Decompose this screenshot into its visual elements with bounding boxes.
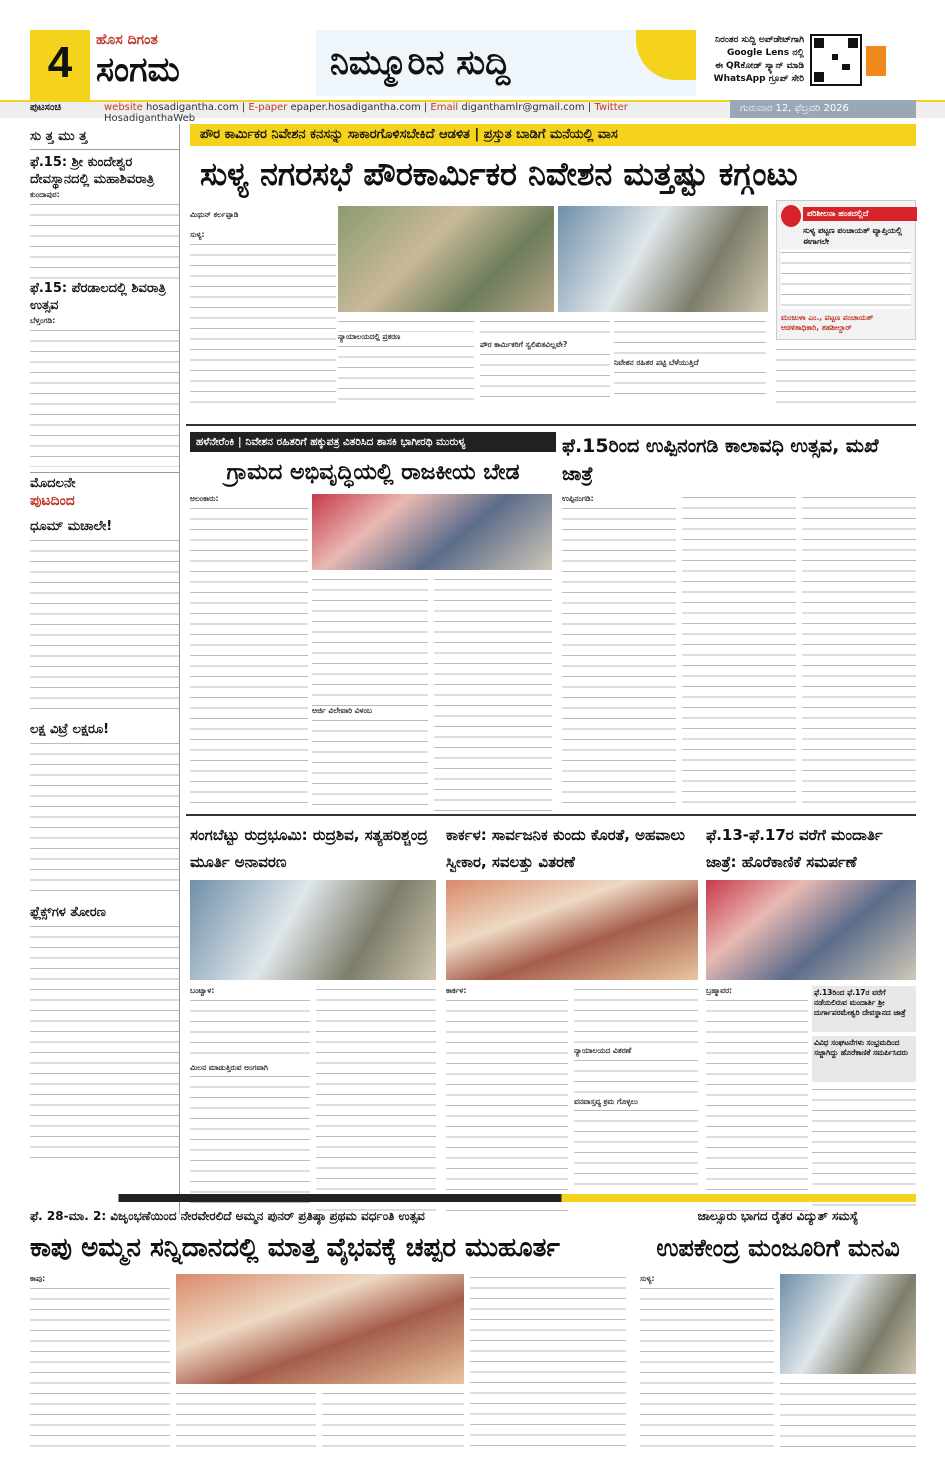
article-text	[190, 241, 336, 409]
email-label: Email	[430, 102, 459, 113]
article-text	[30, 537, 179, 717]
qr-instructions	[700, 34, 804, 92]
article-text	[30, 923, 179, 1163]
article-text	[640, 1285, 774, 1449]
photo-petition	[780, 1274, 916, 1374]
article-text	[176, 1390, 316, 1450]
series-label-bottom: ಪುಟದಿಂದ	[30, 493, 75, 509]
twitter-link[interactable]: HosadiganthaWeb	[104, 113, 196, 124]
dateline-kundapura: ಕುಂದಾಪುರ:	[30, 190, 60, 199]
byline: ಮಿಥುನ್ ಕರ್ಲಪ್ಪಾಡಿ	[190, 210, 239, 219]
info-box-festival: ಫೆ.13ರಿಂದ ಫೆ.17ರ ವರೆಗೆ ನಡೆಯಲಿರುವ ಮಂದಾರ್ತಿ ಶ್ರೀ ದುರ್ಗಾಪರಮೇಶ್ವರಿ ದೇವಸ್ಥಾನದ ಜಾತ್ರೆ	[812, 986, 916, 1032]
photo-pandal-ceremony	[176, 1274, 464, 1384]
article-text	[614, 318, 766, 358]
qr-line-4: WhatsApp ಗ್ರೂಪ್ ಸೇರಿ	[713, 74, 804, 84]
headline-dhoom: ಧೂಮ್ ಮಚಾಲೇ!	[30, 519, 113, 534]
story8-kicker: ಜಾಲ್ಸೂರು ಭಾಗದ ರೈತರ ವಿದ್ಯುತ್ ಸಮಸ್ಯೆ	[697, 1209, 859, 1223]
email-link[interactable]: diganthamlr@gmail.com	[461, 102, 585, 113]
qr-line-2: Google Lens ನಲ್ಲಿ	[726, 48, 804, 58]
article-text	[614, 369, 766, 401]
epaper-label: E-paper	[248, 102, 288, 113]
quote-text	[781, 249, 911, 309]
qr-code[interactable]	[810, 34, 862, 86]
subhead-workers: ಪೌರ ಕಾರ್ಮಿಕರಿಗೆ ಸ್ವಲಿಖಿತವಿಲ್ಲವೇ?	[480, 340, 568, 349]
website-label: website	[104, 102, 143, 113]
headline-flex: ಫ್ಲೆಕ್ಸ್‌ಗಳ ತೋರಣ	[30, 905, 106, 920]
story6-headline: ಫೆ.13-ಫೆ.17ರ ವರೆಗೆ ಮಂದಾರ್ತಿ ಜಾತ್ರೆ: ಹೊರೆಕಾಣಿಕೆ ಸಮರ್ಪಣೆ	[706, 826, 883, 871]
story2-kicker: ಹಳೆನೇರೆಂಕಿ | ನಿವೇಶನ ರಹಿತರಿಗೆ ಹಕ್ಕುಪತ್ರ ವಿತರಿಸಿದ ಶಾಸಕಿ ಭಾಗೀರಥಿ ಮುರುಳ್ಯ	[190, 432, 556, 452]
publication-name: ಹೊಸ ದಿಗಂತ	[96, 32, 158, 48]
supplement-brand: ಸಂಗಮ	[96, 50, 180, 90]
article-text	[446, 997, 568, 1211]
story7-headline: ಕಾಪು ಅಮ್ಮನ ಸನ್ನಿದಾನದಲ್ಲಿ ಮಾತ್ತ ವೈಭವಕ್ಕೆ ಚಪ್ಪರ ಮುಹೂರ್ತ	[30, 1233, 560, 1263]
column-header: ಸು ತ್ತ ಮು ತ್ತ	[30, 124, 179, 150]
epaper-link[interactable]: epaper.hosadigantha.com	[290, 102, 421, 113]
quote-signature: ಮಂಜುಳಾ ಎಂ., ಪಟ್ಟಣ ಪಂಚಾಯತ್ ಆಡಳಿತಾಧಿಕಾರಿ, ತಹಶೀಲ್ದಾರ್	[781, 313, 874, 332]
page-number: 4	[30, 30, 90, 100]
website-link[interactable]: hosadiganthа.com	[145, 102, 239, 113]
article-text	[562, 505, 676, 811]
top-story-headline: ಸುಳ್ಯ ನಗರಸಭೆ ಪೌರಕಾರ್ಮಿಕರ ನಿವೇಶನ ಮತ್ತಷ್ಟು ಕಗ್ಗಂಟು	[200, 155, 798, 193]
article-text	[30, 1285, 170, 1449]
article-text	[802, 494, 916, 812]
article-text	[574, 986, 698, 1046]
photo-housing-site	[338, 206, 554, 312]
article-text	[480, 351, 610, 397]
section-title: ನಿಮ್ಮೂರಿನ ಸುದ್ದಿ	[330, 43, 511, 83]
subhead-court-case: ನ್ಯಾಯಾಲಯದಲ್ಲಿ ಪ್ರಕರಣ	[338, 332, 401, 341]
story3-headline: ಫೆ.15ರಿಂದ ಉಪ್ಪಿನಂಗಡಿ ಕಾಲಾವಧಿ ಉತ್ಸವ, ಮಖೆ ಜಾತ್ರೆ	[562, 435, 879, 485]
article-text	[30, 740, 179, 900]
story2-headline: ಗ್ರಾಮದ ಅಭಿವೃದ್ಧಿಯಲ್ಲಿ ರಾಜಕೀಯ ಬೇಡ	[226, 460, 520, 485]
article-text	[776, 346, 916, 408]
article-text	[470, 1274, 626, 1450]
story8-headline: ಉಪಕೇಂದ್ರ ಮಂಜೂರಿಗೆ ಮನವಿ	[656, 1234, 900, 1262]
photo-statue-unveiling	[190, 880, 436, 980]
section-divider	[30, 1194, 916, 1202]
accent-block	[866, 46, 886, 76]
article-text	[190, 505, 308, 811]
dateline-sullia: ಸುಳ್ಯ:	[190, 230, 205, 239]
quote-box-title: ಪರಿಶೀಲನಾ ಹಂತದಲ್ಲಿದೆ	[803, 207, 917, 221]
article-text	[574, 1107, 698, 1203]
story7-kicker: ಫೆ. 28-ಮಾ. 2: ವಿಜೃಂಭಣೆಯಿಂದ ನೇರವೇರಲಿದೆ ಅಮ್ಮನ ಪುನರ್ ಪ್ರತಿಷ್ಠಾ ಪ್ರಥಮ ವರ್ಧಂತಿ ಉತ್ಸವ	[30, 1209, 425, 1223]
publication-date: ಗುರುವಾರ 12, ಫೆಬ್ರವರಿ 2026	[730, 100, 916, 118]
story5-headline: ಕಾರ್ಕಳ: ಸಾರ್ವಜನಿಕ ಕುಂದು ಕೊರತೆ, ಅಹವಾಲು ಸ್ವೀಕಾರ, ಸವಲತ್ತು ವಿತರಣೆ	[446, 826, 685, 871]
officer-quote-box	[776, 200, 916, 340]
contact-line: website hosadiganthа.com | E-paper epaper.hosadigantha.com | Email diganthamlr@gmail.com | Twitter HosadiganthaWeb	[104, 102, 628, 124]
qr-line-1: ನಿರಂತರ ಸುದ್ದಿ ಅಪ್‌ಡೇಟ್‌ಗಾಗಿ	[715, 35, 804, 45]
qr-line-3: ಈ QRಕೋಡ್ ಸ್ಕ್ಯಾನ್ ಮಾಡಿ	[715, 61, 804, 71]
article-text	[480, 318, 610, 340]
story4-headline: ಸಂಗಬೆಟ್ಟು ರುದ್ರಭೂಮಿ: ರುದ್ರಶಿವ, ಸತ್ಯಹರಿಶ್ಚಂದ್ರ ಮೂರ್ತಿ ಅನಾವರಣ	[190, 826, 428, 871]
quote-box-subtitle: ಸುಳ್ಯ ಪಟ್ಟಣ ಪಂಚಾಯತ್ ವ್ಯಾಪ್ತಿಯಲ್ಲಿ ಈಗಾಗಲೇ	[803, 226, 903, 246]
subhead-forest-stay: ವನವಾಸ್ತವ್ಯ ಕ್ರಮ ಗೊಳ್ಳಲು	[574, 1096, 638, 1106]
article-text	[312, 576, 428, 706]
dateline-karkala: ಕಾರ್ಕಳ:	[446, 986, 467, 995]
article-text	[706, 997, 808, 1211]
quote-icon	[781, 205, 801, 227]
article-text	[30, 201, 179, 281]
article-text	[574, 1057, 698, 1097]
photo-workers-group	[558, 206, 768, 312]
article-text	[682, 494, 796, 812]
subhead-story4: ಮಿಲನ ಮಾಡುತ್ತಿರುವ ಅಂಗವಾಗಿ	[190, 1062, 269, 1072]
dateline-uppinangady: ಉಪ್ಪಿನಂಗಡಿ:	[562, 494, 594, 503]
photo-temple-procession	[706, 880, 916, 980]
article-text	[322, 1390, 464, 1450]
photo-grievance-meeting	[446, 880, 698, 980]
dateline-bantwal: ಬಂಟ್ವಾಳ:	[190, 986, 215, 995]
headline-laksha: ಲಕ್ಷ ವಿಟ್ರೆ ಲಕ್ಷರೂ!	[30, 722, 110, 737]
article-text	[338, 318, 474, 332]
divider	[186, 814, 916, 816]
headline-peradala: ಫೆ.15: ಪೆರಡಾಲದಲ್ಲಿ ಶಿವರಾತ್ರಿ ಉತ್ಸವ	[30, 281, 166, 313]
subhead-delay: ಅರ್ಜಿ ವಿಲೇವಾರಿ ವಿಳಂಬ	[312, 706, 372, 715]
article-text	[316, 986, 436, 1214]
divider	[186, 424, 916, 426]
twitter-label: Twitter	[594, 102, 628, 113]
subhead-list-growing: ನಿವೇಶನ ರಹಿತರ ಪಟ್ಟಿ ಬೆಳೆಯುತ್ತಿದೆ	[614, 358, 699, 367]
article-text	[190, 1073, 310, 1203]
dateline-kapu: ಕಾಪು:	[30, 1274, 46, 1283]
article-text	[780, 1380, 916, 1450]
article-text	[434, 576, 552, 812]
info-box-offering: ವಿವಿಧ ಸಂಘಟನೆಗಳು ಸಂಭ್ರಮದಿಂದ ಸಜ್ಜಾಗಿದ್ದು ಹೊರೆಕಾಣಿಕೆ ಸಮರ್ಪಿಸಿದರು	[812, 1036, 916, 1082]
dateline-sullia-2: ಸುಳ್ಯ:	[640, 1274, 655, 1283]
article-text	[338, 343, 474, 409]
article-text	[30, 327, 179, 467]
left-column	[30, 124, 180, 1214]
dateline-brahmavar: ಬ್ರಹ್ಮಾವರ:	[706, 986, 733, 995]
headline-kundeshwara: ಫೆ.15: ಶ್ರೀ ಕುಂದೇಶ್ವರ ದೇವಸ್ಥಾನದಲ್ಲಿ ಮಹಾಶಿವರಾತ್ರಿ	[30, 155, 155, 187]
series-label	[30, 472, 179, 512]
dateline-beltangady: ಬೆಳ್ತಂಗಡಿ:	[30, 316, 56, 325]
article-text	[190, 997, 310, 1063]
article-text	[312, 717, 428, 809]
section-label: ಪುಟಸಂಚಿ	[30, 102, 62, 113]
photo-title-deeds	[312, 494, 552, 570]
series-label-top: ಮೊದಲನೇ	[30, 476, 76, 491]
top-story-kicker: ಪೌರ ಕಾರ್ಮಿಕರ ನಿವೇಶನ ಕನಸನ್ನು ಸಾಕಾರಗೊಳಿಸಬೇಕಿದೆ ಆಡಳಿತ | ಪ್ರಸ್ತುತ ಬಾಡಿಗೆ ಮನೆಯಲ್ಲಿ ವಾಸ	[190, 124, 916, 146]
dateline-alankaru: ಆಲಂಕಾರು:	[190, 494, 219, 503]
subhead-distribution: ನ್ಯಾಯಾಲಯದ ವಿತರಣೆ	[574, 1046, 632, 1055]
